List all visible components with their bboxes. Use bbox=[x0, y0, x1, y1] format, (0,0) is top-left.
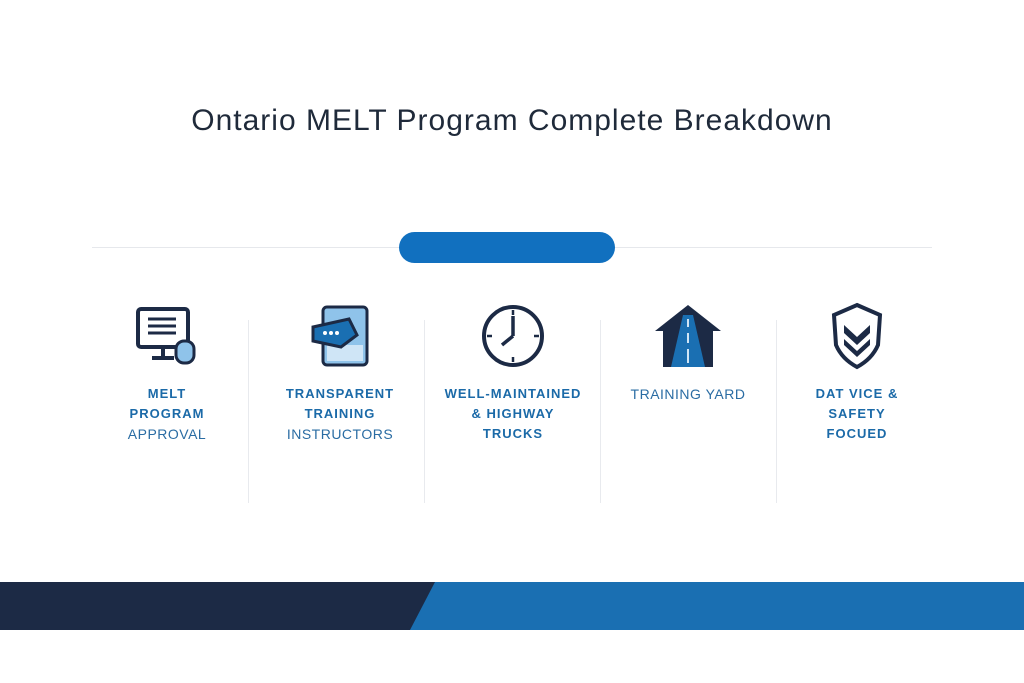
feature-label-line: APPROVAL bbox=[127, 426, 207, 442]
feature-label-line: MELT bbox=[147, 386, 187, 401]
feature-melt-approval bbox=[82, 300, 252, 444]
feature-label-line: DAT VICE & bbox=[815, 386, 899, 401]
feature-transparent-training bbox=[255, 300, 425, 444]
feature-safety-focused bbox=[772, 300, 942, 444]
feature-label-line: & HIGHWAY bbox=[471, 406, 555, 421]
road-house-icon bbox=[603, 300, 773, 372]
feature-label-line: TRUCKS bbox=[482, 426, 544, 441]
document-monitor-icon bbox=[82, 300, 252, 372]
training-display-icon bbox=[255, 300, 425, 372]
clock-icon bbox=[428, 300, 598, 372]
feature-label-line: TRAINING bbox=[304, 406, 376, 421]
feature-label-line: PROGRAM bbox=[129, 406, 205, 421]
feature-label-line: INSTRUCTORS bbox=[286, 426, 394, 442]
shield-icon bbox=[772, 300, 942, 372]
feature-label-line: SAFETY bbox=[828, 406, 886, 421]
feature-training-yard bbox=[603, 300, 773, 404]
feature-label-line: FOCUED bbox=[826, 426, 888, 441]
column-divider bbox=[600, 320, 601, 503]
feature-well-maintained-trucks bbox=[428, 300, 598, 444]
feature-label-line: TRANSPARENT bbox=[285, 386, 395, 401]
feature-label-line: WELL-MAINTAINED bbox=[444, 386, 582, 401]
page-title: Ontario MELT Program Complete Breakdown bbox=[191, 104, 833, 137]
accent-pill bbox=[399, 232, 615, 263]
feature-label-line: TRAINING YARD bbox=[630, 386, 746, 402]
